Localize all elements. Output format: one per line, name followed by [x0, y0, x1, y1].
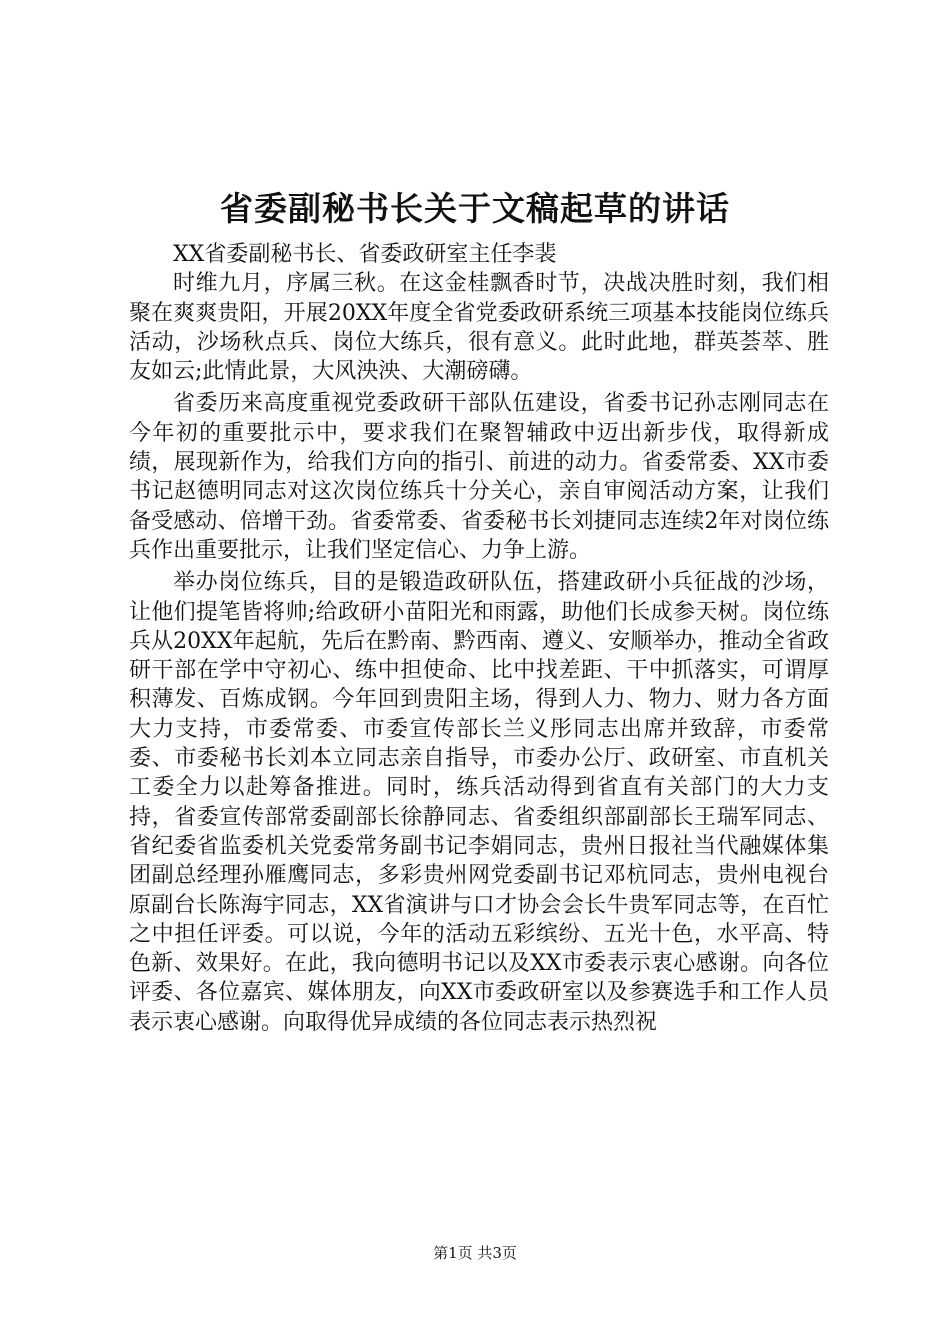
author-line: XX省委副秘书长、省委政研室主任李裴 [173, 242, 557, 267]
paragraph-3: 举办岗位练兵，目的是锻造政研队伍，搭建政研小兵征战的沙场，让他们提笔皆将帅;给政研小苗阳光和雨露，助他们长成参天树。岗位练兵从20XX年起航，先后在黔南、黔西南、遵义、安顺举办，推动全省政研干部在学中守初心、练中担使命、比中找差距、干中抓落实，可谓厚积薄发、百炼成钢。今年回到贵阳主场，得到人力、物力、财力各方面大力支持，市委常委、市委宣传部长兰义彤同志出席并致辞，市委常委、市委秘书长刘本立同志亲自指导，市委办公厅、政研室、市直机关工委全力以赴筹备推进。同时，练兵活动得到省直有关部门的大力支持，省委宣传部常委副部长徐静同志、省委组织部副部长王瑞军同志、省纪委省监委机关党委常务副书记李娟同志，贵州日报社当代融媒体集团副总经理孙雁鹰同志，多彩贵州网党委副书记邓杭同志，贵州电视台原副台长陈海宇同志，XX省演讲与口才协会会长牛贵军同志等，在百忙之中担任评委。可以说，今年的活动五彩缤纷、五光十色，水平高、特色新、效果好。在此，我向德明书记以及XX市委表示衷心感谢。向各位评委、各位嘉宾、媒体朋友，向XX市委政研室以及参赛选手和工作人员表示衷心感谢。向取得优异成绩的各位同志表示热烈祝 [129, 570, 829, 1035]
document-title: 省委副秘书长关于文稿起草的讲话 [220, 189, 730, 228]
document-body [129, 240, 829, 1040]
paragraph-2: 省委历来高度重视党委政研干部队伍建设，省委书记孙志刚同志在今年初的重要批示中，要求我们在聚智辅政中迈出新步伐，取得新成绩，展现新作为，给我们方向的指引、前进的动力。省委常委、XX市委书记赵德明同志对这次岗位练兵十分关心，亲自审阅活动方案，让我们备受感动、倍增干劲。省委常委、省委秘书长刘捷同志连续2年对岗位练兵作出重要批示，让我们坚定信心、力争上游。 [129, 391, 829, 563]
page-footer: 第1页 共3页 [433, 1244, 517, 1262]
paragraph-1: 时维九月，序属三秋。在这金桂飘香时节，决战决胜时刻，我们相聚在爽爽贵阳，开展20XX年度全省党委政研系统三项基本技能岗位练兵活动，沙场秋点兵、岗位大练兵，很有意义。此时此地，群英荟萃、胜友如云;此情此景，大风泱泱、大潮磅礴。 [129, 271, 829, 385]
